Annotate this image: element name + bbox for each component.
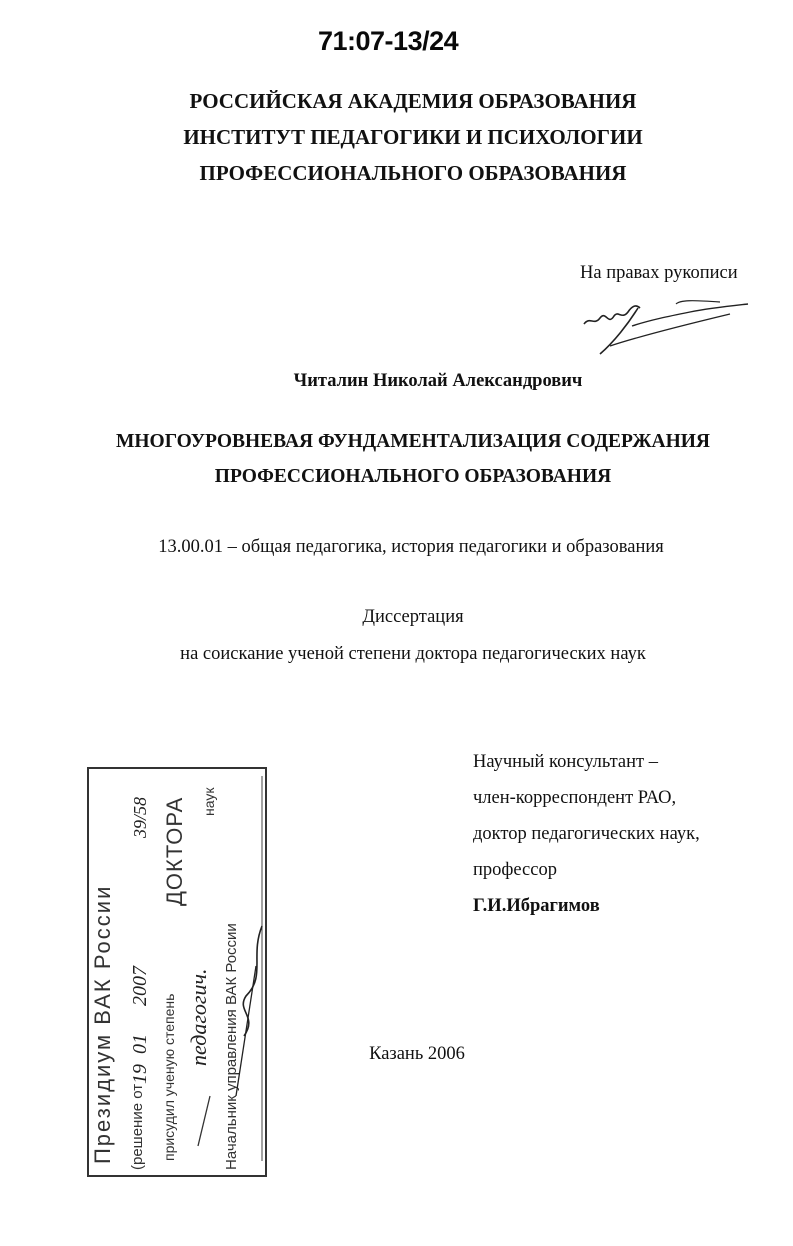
vak-approval-stamp: [86, 766, 278, 1181]
stamp-field-handwritten: педагогич.: [186, 968, 211, 1066]
consultant-name: Г.И.Ибрагимов: [473, 896, 600, 916]
consultant-block: [473, 744, 700, 924]
work-type-line-1: Диссертация: [362, 607, 464, 627]
stamp-head-of-department: Начальник управления ВАК России: [223, 923, 240, 1170]
stamp-decision-day: 19: [129, 1064, 151, 1084]
city-year: Казань 2006: [369, 1044, 465, 1064]
catalog-number: 71:07-13/24: [318, 26, 459, 56]
author-name: Читалин Николай Александрович: [293, 371, 583, 391]
stamp-decision-number: 39/58: [130, 796, 150, 838]
stamp-decision-prefix: (решение от: [129, 1083, 146, 1170]
stamp-decision-year: 2007: [129, 966, 151, 1006]
stamp-awarded-prefix: присудил ученую степень: [161, 993, 177, 1161]
consultant-line-4: профессор: [473, 860, 557, 880]
stamp-presidium: Президиум ВАК России: [90, 884, 115, 1164]
stamp-degree: ДОКТОРА: [162, 796, 187, 906]
stamp-signature-tick: [198, 1096, 210, 1146]
consultant-line-3: доктор педагогических наук,: [473, 824, 700, 844]
title-line-1: МНОГОУРОВНЕВАЯ ФУНДАМЕНТАЛИЗАЦИЯ СОДЕРЖАНИЯ: [115, 431, 711, 452]
signature-image: [580, 296, 750, 360]
consultant-line-2: член-корреспондент РАО,: [473, 788, 677, 808]
institution-line-1: РОССИЙСКАЯ АКАДЕМИЯ ОБРАЗОВАНИЯ: [189, 89, 637, 113]
consultant-line-1: Научный консультант –: [473, 752, 658, 772]
specialty: 13.00.01 – общая педагогика, история педагогики и образования: [158, 537, 664, 557]
institution-line-3: ПРОФЕССИОНАЛЬНОГО ОБРАЗОВАНИЯ: [199, 161, 627, 185]
work-type-line-2: на соискание ученой степени доктора педагогических наук: [180, 644, 646, 664]
title-line-2: ПРОФЕССИОНАЛЬНОГО ОБРАЗОВАНИЯ: [214, 466, 612, 487]
rights-note: На правах рукописи: [580, 263, 738, 283]
stamp-decision-month: 01: [129, 1034, 151, 1054]
stamp-field-suffix: наук: [201, 787, 217, 816]
institution-line-2: ИНСТИТУТ ПЕДАГОГИКИ И ПСИХОЛОГИИ: [183, 125, 643, 149]
stamp-signature: [243, 926, 262, 1036]
